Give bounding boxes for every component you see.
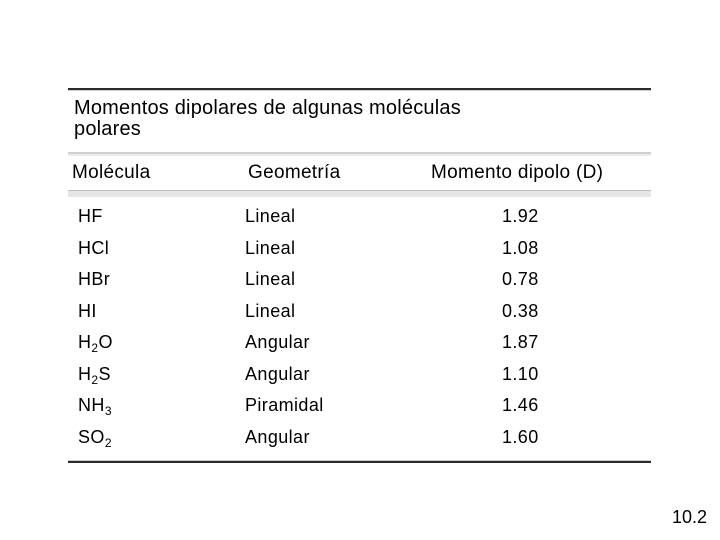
- formula-subscript: 2: [91, 341, 99, 356]
- molecule-cell: [68, 364, 245, 385]
- moment-cell: 1.10: [502, 363, 539, 384]
- molecule-cell: [68, 269, 245, 290]
- formula-base: HCl: [78, 237, 110, 258]
- dipole-moments-table: [68, 88, 651, 463]
- header-molecule: Molécula: [72, 162, 151, 183]
- molecule-cell: [68, 206, 245, 227]
- molecule-cell: [68, 238, 245, 259]
- formula-base: SO: [78, 426, 105, 447]
- geometry-cell: Angular: [245, 426, 310, 447]
- bottom-rule: [68, 461, 651, 463]
- formula-base: HBr: [78, 269, 111, 290]
- formula-base: H: [78, 332, 92, 353]
- caption-line-2: polares: [74, 118, 141, 140]
- formula-subscript: 2: [91, 372, 99, 387]
- table-caption: [68, 90, 594, 152]
- table-row: [68, 422, 651, 454]
- formula-tail: S: [98, 363, 111, 384]
- geometry-cell: Lineal: [245, 269, 296, 290]
- moment-cell: 1.92: [502, 206, 539, 227]
- geometry-cell: Angular: [245, 363, 310, 384]
- formula-subscript: 2: [104, 435, 112, 450]
- table-row: [68, 233, 651, 265]
- moment-cell: 1.87: [502, 332, 539, 353]
- geometry-cell: Lineal: [245, 206, 296, 227]
- formula-subscript: 3: [104, 404, 112, 419]
- table-row: [68, 296, 651, 328]
- formula-tail: O: [98, 332, 113, 353]
- table-header: [68, 156, 651, 190]
- moment-cell: 1.08: [502, 237, 539, 258]
- molecule-cell: [68, 427, 245, 448]
- geometry-cell: Lineal: [245, 300, 296, 321]
- header-separator: [68, 190, 651, 197]
- moment-cell: 0.78: [502, 269, 539, 290]
- header-dipole-moment: Momento dipolo (D): [431, 162, 604, 183]
- page-number: 10.2: [671, 507, 707, 527]
- table-body: [68, 197, 651, 461]
- molecule-cell: [68, 395, 245, 419]
- caption-line-1: Momentos dipolares de algunas moléculas: [74, 97, 461, 119]
- table-row: [68, 390, 651, 422]
- moment-cell: 1.60: [502, 426, 539, 447]
- table-row: [68, 359, 651, 391]
- geometry-cell: Lineal: [245, 237, 296, 258]
- table-row: [68, 201, 651, 233]
- formula-base: NH: [78, 395, 105, 416]
- geometry-cell: Piramidal: [245, 395, 324, 416]
- molecule-cell: [68, 332, 245, 356]
- moment-cell: 1.46: [502, 395, 539, 416]
- formula-base: HI: [78, 300, 97, 321]
- table-row: [68, 264, 651, 296]
- moment-cell: 0.38: [502, 300, 539, 321]
- table-row: [68, 327, 651, 359]
- header-geometry: Geometría: [248, 162, 341, 183]
- geometry-cell: Angular: [245, 332, 310, 353]
- molecule-cell: [68, 301, 245, 322]
- formula-base: H: [78, 363, 92, 384]
- formula-base: HF: [78, 206, 103, 227]
